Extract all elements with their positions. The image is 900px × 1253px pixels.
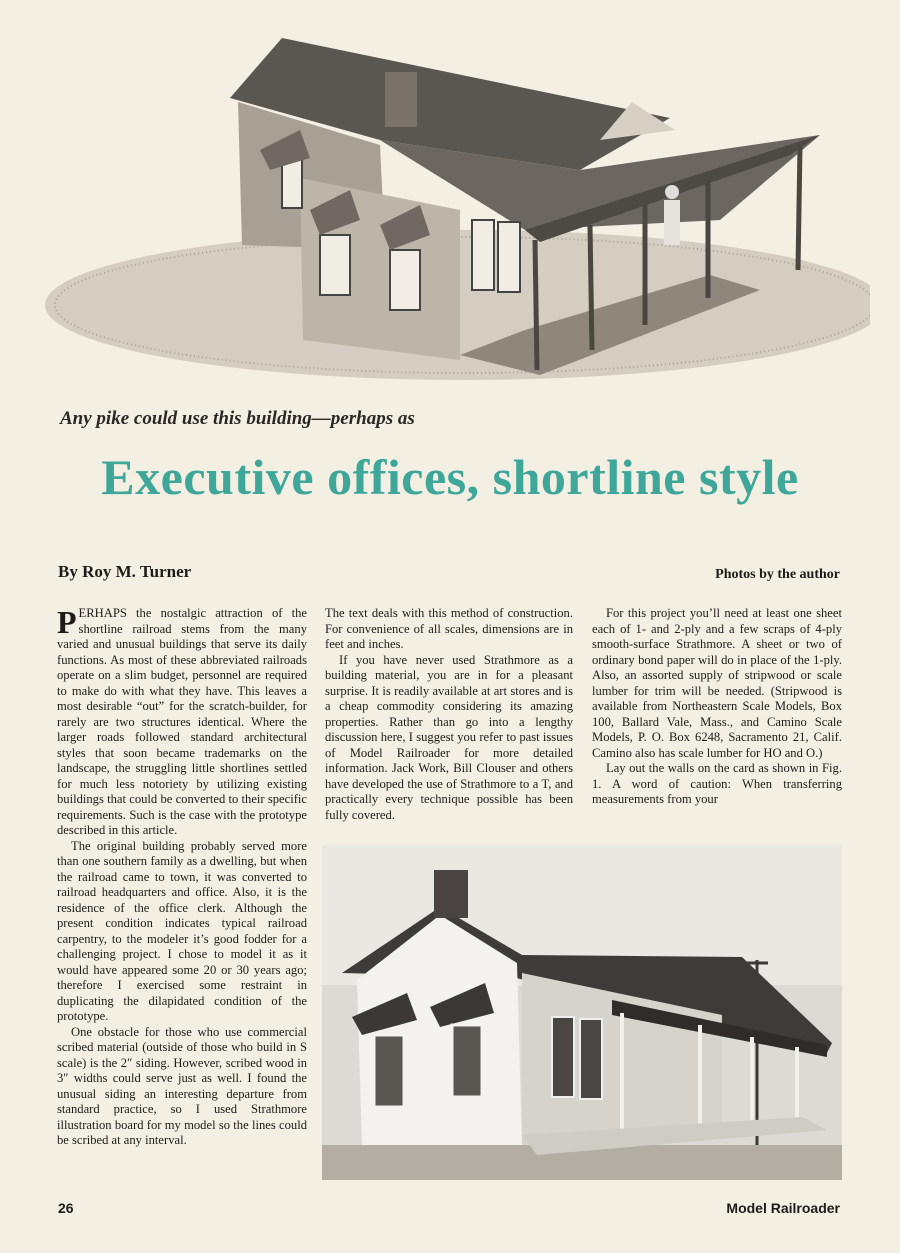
byline: By Roy M. Turner [58, 562, 192, 581]
body-paragraph: Lay out the walls on the card as shown in Fig. 1. A word of caution: When transferring measurements from your [592, 761, 842, 806]
body-text: shortline railroad stems from the many varied and unusual buildings that serve its daily functions. As most of these abbreviated railroads operate on a slim budget, personnel are required to make do with what they have. This leaves a most desirable “out” for the scratch-builder, for rarely are two structures identical. Where the larger roads followed standard architectural styles that soon became trademarks on the landscape, the struggling little shortlines settled for much less notoriety by utilizing existing buildings that could be converted to their specific requirements. Such is the case with the prototype described in this article. [57, 621, 307, 837]
kicker-text: Any pike could use this building—perhaps as [60, 408, 415, 429]
body-paragraph: The text deals with this method of construction. For convenience of all scales, dimensions are in feet and inches. [325, 606, 573, 651]
body-paragraph: For this project you’ll need at least one sheet each of 1- and 2-ply and a few scraps of 4-ply smooth-surface Strathmore. A sheet or two of ordinary bond paper will do in place of the 1-ply. Also, an assorted supply of stripwood or scale lumber for trim will be needed. (Stripwood is available from Northeastern Scale Models, Box 100, Ballard Vale, Mass., and Camino Scale Models, P. O. Box 6248, Sacramento 21, Calif. Camino also has scale lumber for HO and O.) [592, 606, 842, 760]
lead-rest: the nostalgic attraction of the [126, 606, 307, 620]
magazine-name: Model Railroader [726, 1200, 840, 1216]
model-building-photo [20, 30, 870, 410]
page-number: 26 [58, 1200, 74, 1216]
lead-caps: ERHAPS [78, 606, 127, 620]
body-paragraph: The original building probably served more than one southern family as a dwelling, but when the railroad came to town, it was converted to railroad headquarters and office. Also, it is the residence of the office clerk. Although the present condition indicates typical railroad carpentry, to the modeler it’s good fodder for a challenging project. I chose to model it as it would have appeared some 20 or 30 years ago; therefore I exercised some restraint in duplicating the dilapidated condition of the prototype. [57, 838, 307, 1023]
body-column-1 [57, 606, 307, 1149]
body-paragraph [57, 606, 307, 839]
body-column-2 [325, 606, 573, 823]
photo-credit: Photos by the author [715, 567, 840, 582]
prototype-building-photo [322, 845, 842, 1180]
body-paragraph: If you have never used Strathmore as a building material, you are in for a pleasant surprise. It is readily available at art stores and is a cheap commodity considering its amazing properties. Rather than go into a lengthy discussion here, I suggest you refer to past issues of Model Railroader for more detailed information. Jack Work, Bill Clouser and others have developed the use of Strathmore to a T, and practically every technique possible has been fully covered. [325, 652, 573, 822]
body-paragraph: One obstacle for those who use commercial scribed material (outside of those who build in S scale) is the 2″ siding. However, scribed wood in 3″ widths could serve just as well. I found the unusual siding an interesting departure from standard practice, so I used Strathmore illustration board for my model so the lines could be scribed at any interval. [57, 1024, 307, 1147]
drop-cap: P [57, 604, 77, 640]
article-headline: Executive offices, shortline style [101, 449, 799, 505]
body-column-3 [592, 606, 842, 808]
